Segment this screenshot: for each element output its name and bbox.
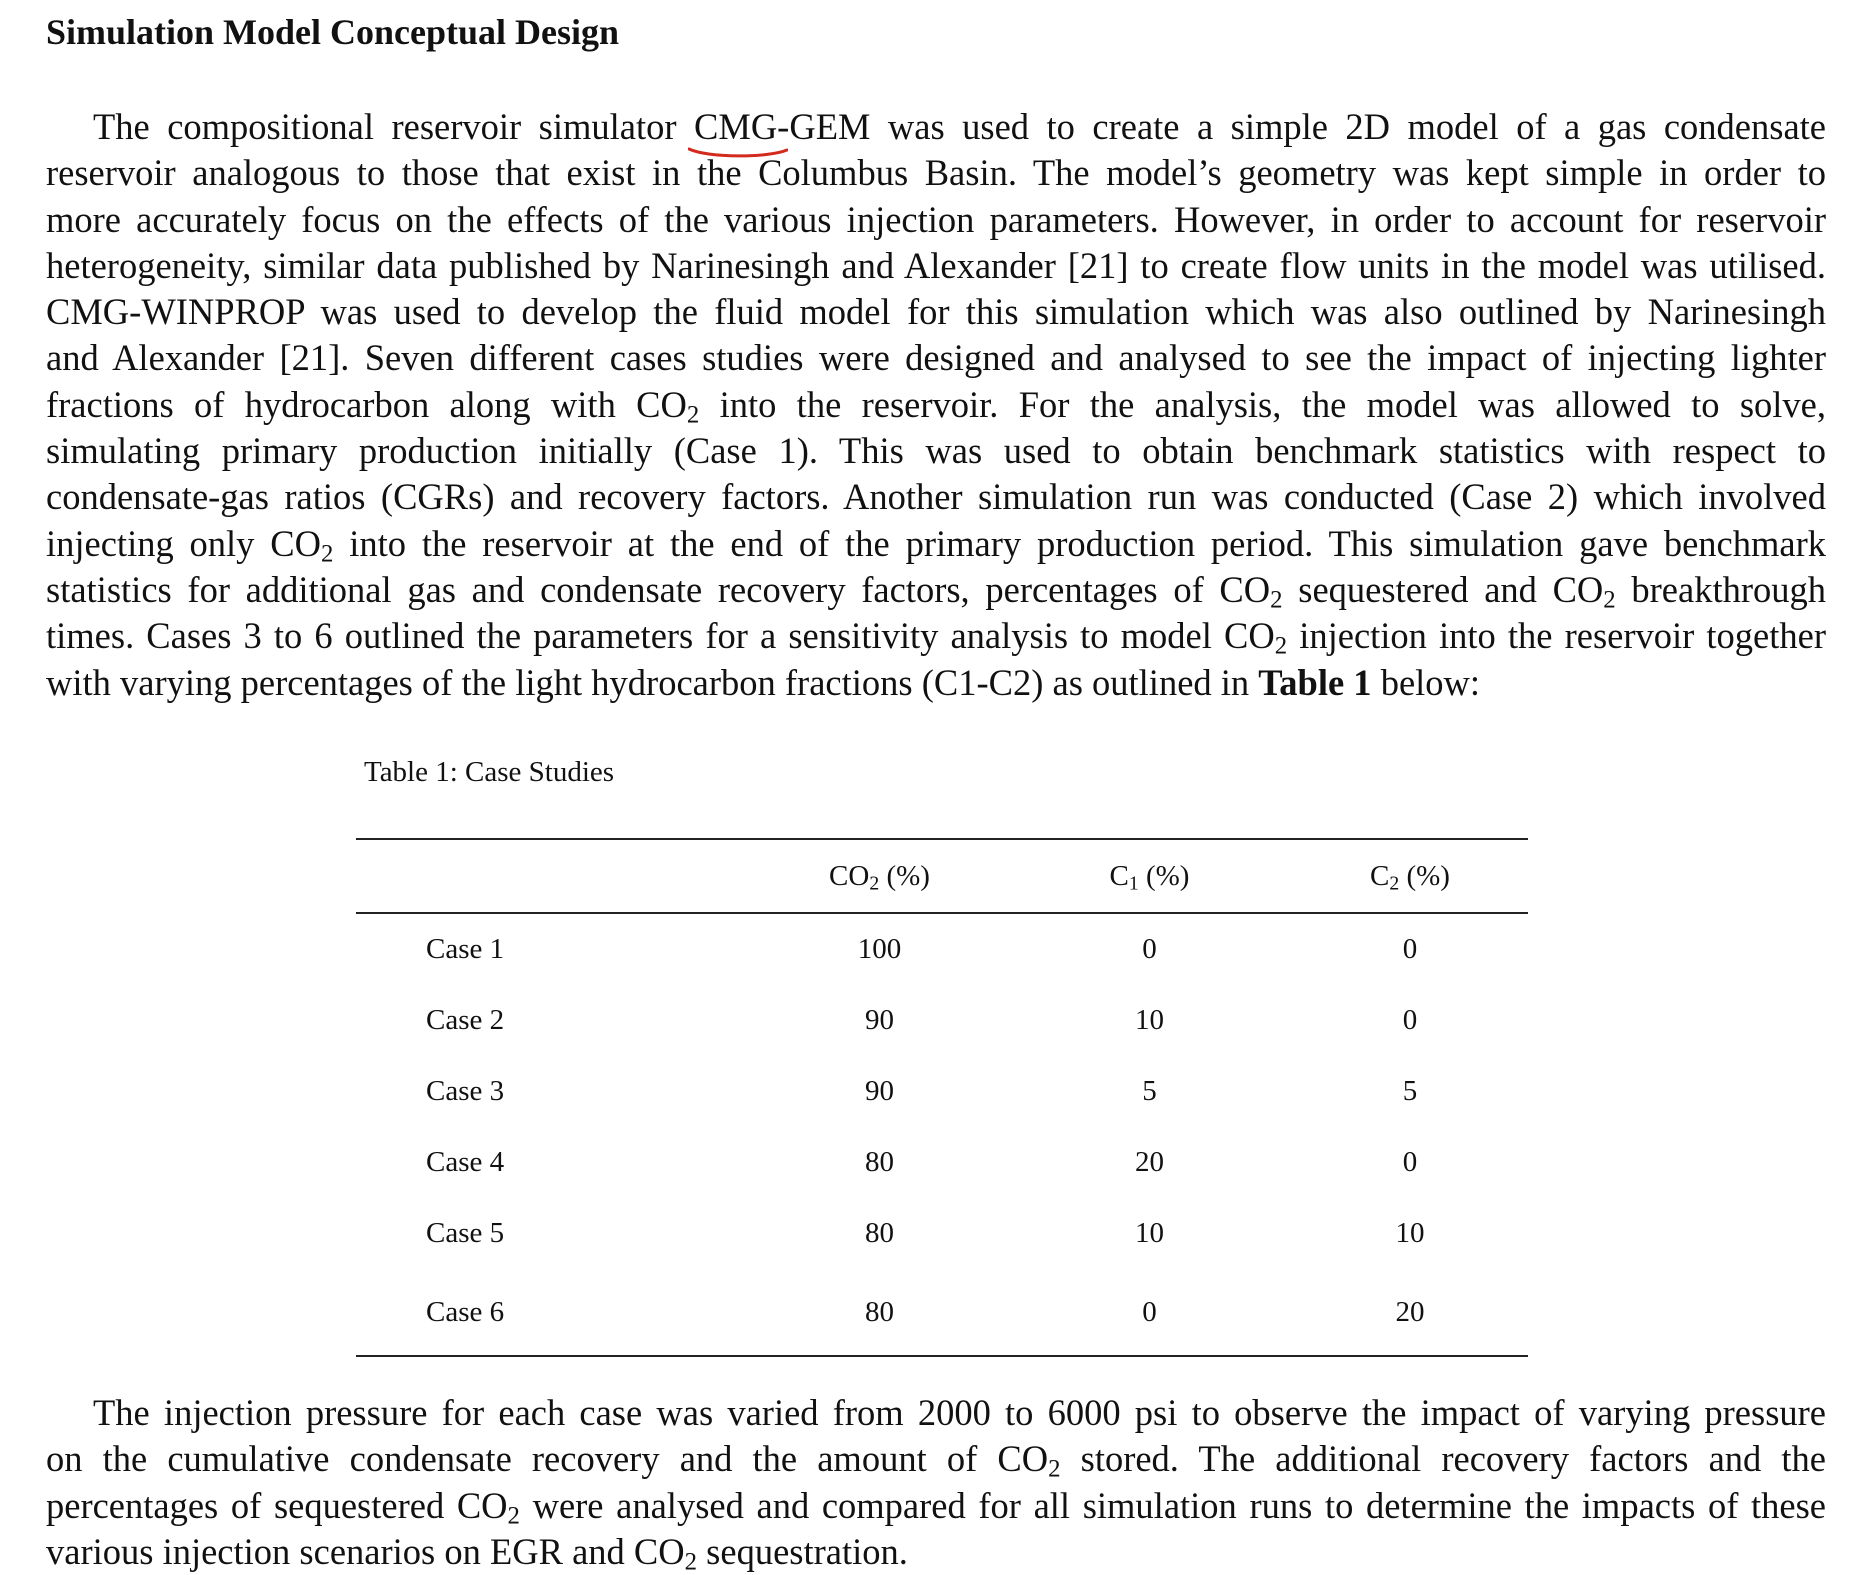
case-label-cell: Case 6 xyxy=(356,1269,752,1356)
text-run: simulating primary production initially (Case 1). This was used to obtain benchmark statistics with respect to xyxy=(46,430,1826,472)
text-line xyxy=(46,1436,1826,1482)
text-line xyxy=(46,428,1826,474)
text-run: into the reservoir. For the analysis, the model was allowed to solve, xyxy=(699,383,1827,425)
subscript: 2 xyxy=(869,871,880,894)
table-cell: 0 xyxy=(1402,933,1418,965)
text-run: C xyxy=(1109,859,1129,892)
text-run: on the cumulative condensate recovery and the amount of CO xyxy=(46,1438,1049,1480)
table-cell: 5 xyxy=(1402,1075,1418,1107)
table-cell: 20 xyxy=(1135,1146,1164,1178)
text-run: stored. The additional recovery factors and the xyxy=(1060,1438,1826,1480)
text-run: more accurately focus on the effects of the various injection parameters. However, in order to account for reservoir xyxy=(46,198,1826,240)
text-run: sequestered and CO xyxy=(1282,568,1604,610)
table-cell: 0 xyxy=(1007,1269,1292,1356)
table-row xyxy=(356,1269,1528,1356)
table-row xyxy=(356,985,1528,1056)
table-header-cell xyxy=(1292,839,1528,913)
table-cell: 20 xyxy=(1292,1269,1528,1356)
subscript: 2 xyxy=(507,1502,520,1530)
text-run: The injection pressure for each case was varied from 2000 to 6000 psi to observe the impact of varying pressure xyxy=(93,1392,1826,1433)
table-row xyxy=(356,1056,1528,1127)
text-run: The compositional reservoir simulator xyxy=(93,106,695,147)
subscript: 2 xyxy=(1274,632,1288,660)
text-run: below: xyxy=(1371,661,1481,703)
table-cell: 5 xyxy=(1142,1075,1157,1107)
text-run: were analysed and compared for all simulation runs to determine the impacts of these xyxy=(519,1484,1826,1526)
text-run: various injection scenarios on EGR and CO xyxy=(46,1530,685,1572)
table-header-cell xyxy=(752,839,1007,913)
text-run: statistics for additional gas and condensate recovery factors, percentages of CO xyxy=(46,568,1271,610)
subscript: 2 xyxy=(1603,586,1616,614)
table-caption: Table 1: Case Studies xyxy=(364,756,615,788)
subscript: 2 xyxy=(1389,871,1400,894)
subscript: 2 xyxy=(686,401,700,429)
table-header-cell xyxy=(1007,839,1292,913)
table-row xyxy=(356,1198,1528,1269)
text-line xyxy=(46,1483,1826,1529)
text-run: condensate-gas ratios (CGRs) and recovery factors. Another simulation run was conducted (Case 2) which involved xyxy=(46,476,1826,518)
section-heading: Simulation Model Conceptual Design xyxy=(46,12,620,52)
table-cell: 80 xyxy=(865,1146,894,1178)
text-run: injecting only CO xyxy=(46,522,321,564)
text-run: breakthrough xyxy=(1615,568,1826,610)
table-cell: 80 xyxy=(752,1269,1007,1356)
table-cell: 0 xyxy=(1402,1146,1418,1178)
text-run: times. Cases 3 to 6 outlined the parameters for a sensitivity analysis to model CO xyxy=(46,615,1275,657)
table-cell: 0 xyxy=(1142,933,1157,965)
table-cell: 10 xyxy=(1395,1217,1425,1249)
text-run: sequestration. xyxy=(697,1530,908,1572)
table-header-cell xyxy=(356,839,752,913)
text-run: was used to create a simple 2D model of a gas condensate xyxy=(870,106,1826,147)
text-run: reservoir analogous to those that exist in the Columbus Basin. The model’s geometry was kept simple in order to xyxy=(46,152,1826,194)
table-cell: 10 xyxy=(1135,1217,1164,1249)
text-run: percentages of sequestered CO xyxy=(46,1484,508,1526)
text-run: injection into the reservoir together xyxy=(1287,615,1826,657)
text-run: CMG-WINPROP was used to develop the fluid model for this simulation which was also outlined by Narinesingh xyxy=(46,291,1826,333)
table-header-row xyxy=(356,839,1528,913)
text-line xyxy=(46,197,1826,243)
text-run: and Alexander [21]. Seven different cases studies were designed and analysed to see the impact of injecting lighter xyxy=(46,337,1826,379)
text-run: (%) xyxy=(1138,859,1190,892)
table-row xyxy=(356,1127,1528,1198)
text-line xyxy=(46,150,1826,196)
table-cell: 0 xyxy=(1402,1004,1418,1036)
text-run: fractions of hydrocarbon along with CO xyxy=(46,383,687,425)
text-run: (%) xyxy=(879,859,930,892)
text-run: (%) xyxy=(1399,859,1450,892)
table-cell: 90 xyxy=(865,1004,894,1036)
case-studies-table xyxy=(356,838,1528,1357)
text-line xyxy=(46,335,1826,381)
text-line xyxy=(46,613,1826,659)
subscript: 2 xyxy=(1048,1455,1061,1483)
case-label-cell: Case 5 xyxy=(426,1217,505,1249)
text-line xyxy=(46,474,1826,520)
subscript: 2 xyxy=(1270,586,1283,614)
text-line xyxy=(46,1390,1826,1436)
table-cell: 80 xyxy=(865,1217,894,1249)
text-line xyxy=(46,567,1826,613)
paragraph-injection-pressure xyxy=(46,1390,1826,1575)
text-line xyxy=(46,521,1826,567)
text-line xyxy=(46,104,1826,150)
text-line xyxy=(46,243,1826,289)
paragraph-model-design xyxy=(46,104,1826,706)
text-run: into the reservoir at the end of the primary production period. This simulation gave benchmark xyxy=(333,522,1827,564)
case-label-cell: Case 2 xyxy=(426,1004,505,1036)
case-label-cell: Case 1 xyxy=(426,933,505,965)
table-row xyxy=(356,913,1528,985)
subscript: 2 xyxy=(320,540,334,568)
text-line xyxy=(46,289,1826,335)
spellcheck-flagged-term[interactable]: CMG-GEM xyxy=(694,104,870,150)
text-line xyxy=(46,382,1826,428)
text-run: CO xyxy=(829,859,870,892)
case-label-cell: Case 4 xyxy=(426,1146,505,1178)
table-cell: 100 xyxy=(857,933,902,965)
subscript: 2 xyxy=(684,1548,698,1575)
text-line xyxy=(46,1529,1826,1575)
table-cell: 10 xyxy=(1135,1004,1164,1036)
text-run: with varying percentages of the light hydrocarbon fractions (C1-C2) as outlined in xyxy=(46,661,1259,703)
text-run: heterogeneity, similar data published by Narinesingh and Alexander [21] to create flow units in the model was utilised. xyxy=(46,244,1826,286)
subscript: 1 xyxy=(1128,871,1139,894)
case-label-cell: Case 3 xyxy=(426,1075,505,1107)
table-cell: 90 xyxy=(865,1075,894,1107)
text-run: C xyxy=(1370,859,1390,892)
text-line xyxy=(46,660,1826,706)
bold-reference: Table 1 xyxy=(1258,661,1372,703)
